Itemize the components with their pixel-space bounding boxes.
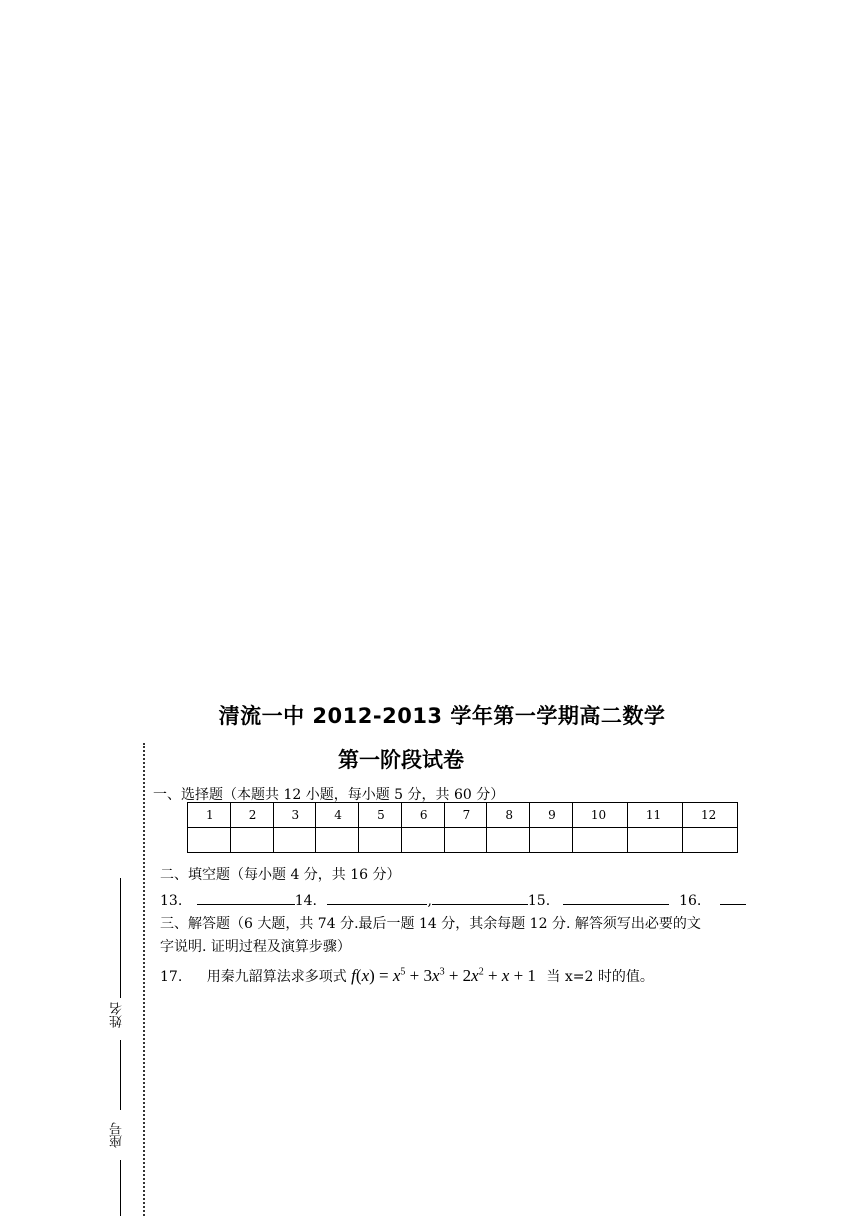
exam-title: 清流一中 2012-2013 学年第一学期高二数学 xyxy=(218,704,666,728)
answer-grid-number-cell: 1 xyxy=(188,803,231,828)
seat-field-line xyxy=(120,1160,121,1216)
answer-grid-answer-cell[interactable] xyxy=(359,828,402,853)
question-17-number: 17. xyxy=(160,969,183,985)
answer-grid-number-row xyxy=(188,803,738,828)
blank-14b[interactable] xyxy=(432,890,528,905)
section2-heading: 二、填空题（每小题 4 分，共 16 分） xyxy=(160,867,401,883)
answer-grid-number-cell: 4 xyxy=(316,803,359,828)
answer-grid-number-cell: 9 xyxy=(530,803,573,828)
answer-grid-number-cell: 3 xyxy=(273,803,316,828)
question-17-condition: 当 x=2 时的值。 xyxy=(546,969,654,985)
answer-grid-answer-cell[interactable] xyxy=(530,828,573,853)
answer-grid-number-cell: 2 xyxy=(230,803,273,828)
answer-grid-answer-cell[interactable] xyxy=(682,828,737,853)
answer-grid-answer-cell[interactable] xyxy=(230,828,273,853)
label-comma: , xyxy=(427,893,432,909)
section3-heading-line2: 字说明. 证明过程及演算步骤） xyxy=(160,939,351,955)
blank-15[interactable] xyxy=(563,890,669,905)
answer-grid-answer-cell[interactable] xyxy=(188,828,231,853)
answer-grid-answer-cell[interactable] xyxy=(572,828,627,853)
polynomial-formula: $f(x) = x^5 + 3x^3 + 2x^2 + x + 1$ xyxy=(351,966,536,985)
label-15: 15. xyxy=(527,893,551,909)
answer-grid-answer-cell[interactable] xyxy=(487,828,530,853)
answer-grid-number-cell: 11 xyxy=(627,803,682,828)
question-17-text: 用秦九韶算法求多项式 xyxy=(206,969,347,985)
answer-grid-number-cell: 10 xyxy=(572,803,627,828)
name-label: 姓名 xyxy=(110,1002,125,1028)
section1-heading: 一、选择题（本题共 12 小题，每小题 5 分，共 60 分） xyxy=(153,787,505,803)
section3-heading-line1: 三、解答题（6 大题，共 74 分.最后一题 14 分，其余每题 12 分. 解答须写出必要的文 xyxy=(160,916,701,932)
answer-grid-number-cell: 5 xyxy=(359,803,402,828)
binding-dotted-line xyxy=(143,743,145,1216)
blank-13[interactable] xyxy=(197,890,295,905)
answer-grid xyxy=(187,802,738,853)
blank-14a[interactable] xyxy=(327,890,427,905)
label-16: 16. xyxy=(679,893,702,909)
name-field-line-lower xyxy=(120,1040,121,1110)
answer-grid-answer-cell[interactable] xyxy=(444,828,487,853)
answer-grid-number-cell: 7 xyxy=(444,803,487,828)
label-14: 14. xyxy=(294,893,317,909)
blank-16[interactable] xyxy=(720,890,746,905)
question-17 xyxy=(160,966,654,986)
answer-grid-number-cell: 12 xyxy=(682,803,737,828)
label-13: 13. xyxy=(160,893,183,909)
answer-grid-number-cell: 6 xyxy=(401,803,444,828)
name-field-line xyxy=(120,878,121,998)
seat-label: 座号 xyxy=(110,1122,125,1148)
exam-subtitle: 第一阶段试卷 xyxy=(338,748,464,772)
fill-in-blanks-row xyxy=(160,890,746,909)
answer-grid-answer-row xyxy=(188,828,738,853)
answer-grid-answer-cell[interactable] xyxy=(401,828,444,853)
answer-grid-answer-cell[interactable] xyxy=(273,828,316,853)
answer-grid-answer-cell[interactable] xyxy=(316,828,359,853)
answer-grid-answer-cell[interactable] xyxy=(627,828,682,853)
answer-grid-number-cell: 8 xyxy=(487,803,530,828)
